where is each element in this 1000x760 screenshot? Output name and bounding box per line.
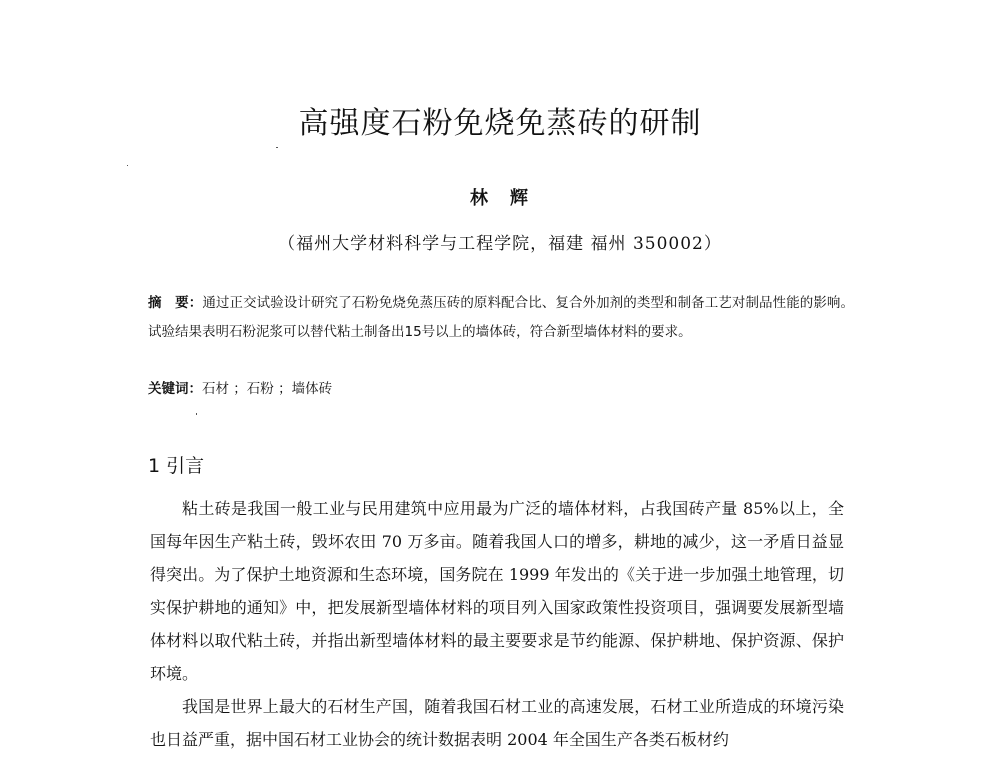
abstract-text: 通过正交试验设计研究了石粉免烧免蒸压砖的原料配合比、复合外加剂的类型和制备工艺对制品性能的影响。试验结果表明石粉泥浆可以替代粘土制备出15号以上的墙体砖，符合新型墙体材料的要求。: [148, 295, 855, 340]
abstract-label: 摘 要：: [148, 295, 203, 311]
author-affiliation: （福州大学材料科学与工程学院，福建 福州 350002）: [278, 234, 722, 254]
abstract: [148, 289, 854, 347]
keywords: [148, 377, 332, 401]
keywords-text: 石材 ；石粉 ；墙体砖: [202, 381, 333, 397]
scan-speck: [127, 165, 128, 166]
section-heading: 1 引言: [148, 455, 205, 477]
scan-speck: [196, 413, 197, 415]
paper-title: 高强度石粉免烧免蒸砖的研制: [298, 106, 702, 141]
author-name: 林 辉: [470, 188, 530, 209]
scan-speck: [276, 147, 278, 148]
body-text: [150, 492, 844, 756]
paragraph: 我国是世界上最大的石材生产国，随着我国石材工业的高速发展，石材工业所造成的环境污染也日益严重，据中国石材工业协会的统计数据表明 2004 年全国生产各类石板材约: [150, 697, 844, 749]
keywords-label: 关键词：: [148, 381, 202, 397]
paragraph: 粘土砖是我国一般工业与民用建筑中应用最为广泛的墙体材料，占我国砖产量 85%以上，全国每年因生产粘土砖，毁坏农田 70 万多亩。随着我国人口的增多，耕地的减少，这一矛盾日益显得突出。为了保护土地资源和生态环境，国务院在 1999 年发出的《关于进一步加强土地管理，切实保护耕地的通知》中，把发展新型墙体材料的项目列入国家政策性投资项目，强调要发展新型墙体材料以取代粘土砖，并指出新型墙体材料的最主要要求是节约能源、保护耕地、保护资源、保护环境。: [150, 499, 844, 683]
